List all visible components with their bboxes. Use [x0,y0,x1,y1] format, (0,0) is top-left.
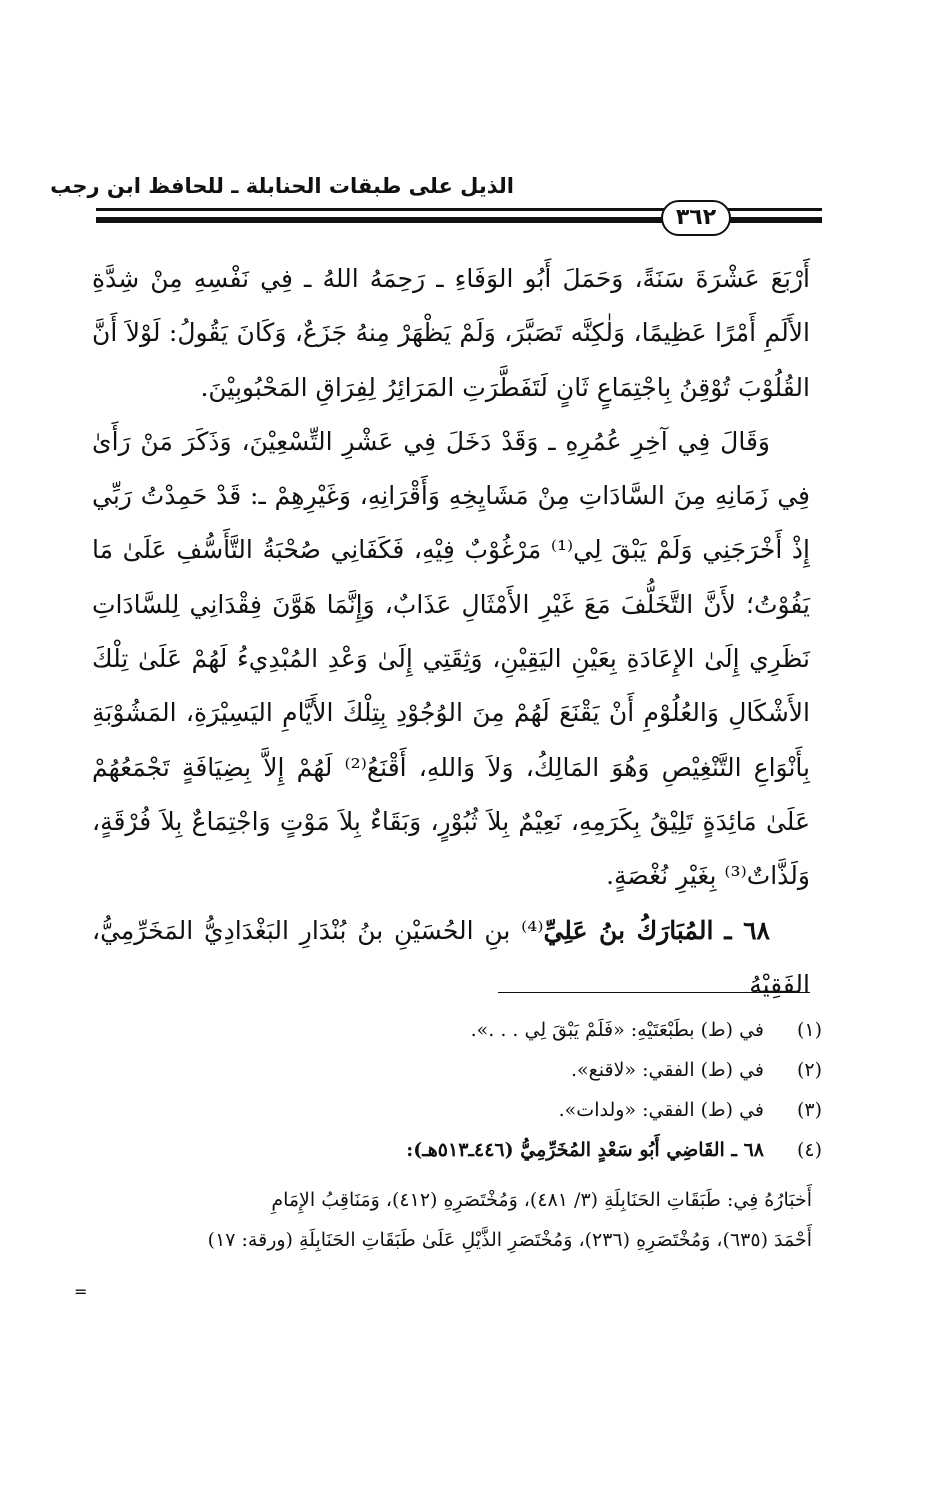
page-number: ٣٦٢ [661,200,731,236]
paragraph: أَرْبَعَ عَشْرَةَ سَنَةً، وَحَمَلَ أَبُو الوَفَاءِ ـ رَحِمَهُ اللهُ ـ فِي نَفْسِهِ مِنْ شِدَّةِ الأَلَمِ أَمْرًا عَظِيمًا، وَلٰكِنَّه تَصَبَّرَ، وَلَمْ يَظْهَرْ مِنهُ جَزَعٌ، وَكَانَ يَقُولُ: لَوْلاَ أَنَّ القُلُوْبَ تُوْقِنُ بِاجْتِمَاعٍ ثَانٍ لَتَفَطَّرَتِ المَرَائِرُ لِفِرَاقِ المَحْبُوبِيْنَ. [92,264,810,402]
footnote-marker: ⁽⁴⁾ [521,915,544,945]
continuation-mark: = [74,1282,88,1301]
running-title: الذيل على طبقات الحنابلة ـ للحافظ ابن رجب [50,174,514,198]
footnote-sources [92,1180,822,1260]
footnotes [92,1010,822,1260]
main-text [92,252,810,1012]
entry-lineage: بنِ الحُسَيْنِ بنُ بُنْدَارِ البَغْدَادِيُّ المَخَرِّمِيُّ، الفَقِيْهُ [92,915,810,999]
footnote [92,1010,822,1050]
footnote-text: في (ط) الفقي: «ولدات». [558,1099,764,1121]
entry-number: ٦٨ ـ [724,915,770,945]
footnote-sources-line: أَحْمَدَ (٦٣٥)، وَمُخْتَصَرِهِ (٢٣٦)، وَمُخْتَصَرِ الذَّيْلِ عَلَىٰ طَبَقَاتِ الحَنَابِلَةِ (ورقة: ١٧) [207,1229,812,1251]
footnote [92,1130,822,1170]
footnote-number: (٢) [796,1059,822,1081]
footnote-sources-line: أَخبَارُهُ فِي: طَبَقَاتِ الحَنَابِلَةِ (٣/ ٤٨١)، وَمُخْتَصَرِهِ (٤١٢)، وَمَنَاقِبُ الإِمَامِ [271,1189,812,1211]
footnote-number: (١) [796,1019,822,1041]
footnote-separator [498,992,810,993]
footnote-number: (٣) [796,1099,822,1121]
footnote-number: (٤) [796,1139,822,1161]
biography-entry [92,904,810,1013]
footnote [92,1050,822,1090]
footnote [92,1090,822,1130]
paragraph: وَقَالَ فِي آخِرِ عُمُرِهِ ـ وَقَدْ دَخَلَ فِي عَشْرِ التِّسْعِيْنَ، وَذَكَرَ مَنْ رَأَىٰ فِي زَمَانِهِ مِنَ السَّادَاتِ مِنْ مَشَايِخِهِ وَأَقْرَانِهِ، وَغَيْرِهِمْ ـ: قَدْ حَمِدْتُ رَبِّي إِذْ أَخْرَجَنِي وَلَمْ يَبْقَ لِي⁽¹⁾ مَرْغُوْبٌ فِيْهِ، فَكَفَانِي صُحْبَةُ التَّأَسُّفِ عَلَىٰ مَا يَفُوْتُ؛ لأَنَّ التَّخَلُّفَ مَعَ غَيْرِ الأَمْثَالِ عَذَابٌ، وَإِنَّمَا هَوَّنَ فِقْدَانِي لِلسَّادَاتِ نَظَرِي إِلَىٰ الإِعَادَةِ بِعَيْنِ اليَقِيْنِ، وَثِقَتِي إِلَىٰ وَعْدِ المُبْدِيءُ لَهُمْ عَلَىٰ تِلْكَ الأَشْكَالِ وَالعُلُوْمِ أَنْ يَقْنَعَ لَهُمْ مِنَ الوُجُوْدِ بِتِلْكَ الأَيَّامِ اليَسِيْرَةِ، المَشُوْبَةِ بِأَنْوَاعِ التَّنْغِيْصِ وَهُوَ المَالِكُ، وَلاَ وَاللهِ، أَقْنَعُ⁽²⁾ لَهُمْ إِلاَّ بِضِيَافَةٍ تَجْمَعُهُمْ عَلَىٰ مَائِدَةٍ تَلِيْقُ بِكَرَمِهِ، نَعِيْمٌ بِلاَ ثُبُوْرٍ، وَبَقَاءٌ بِلاَ مَوْتٍ وَاجْتِمَاعٌ بِلاَ فُرْقَةٍ، وَلَذَّاتٌ⁽³⁾ بِغَيْرِ نُغْصَةٍ. [92,426,810,891]
footnote-text: في (ط) بطَبْعَتَيْهِ: «فَلَمْ يَبْقَ لِي . . .». [470,1019,764,1041]
footnote-text: ٦٨ ـ القَاضِي أَبُو سَعْدٍ المُخَرِّمِيُّ (٤٤٦ـ٥١٣هـ): [406,1139,764,1161]
entry-name: المُبَارَكُ بنُ عَلِيِّ [543,915,714,945]
footnote-text: في (ط) الفقي: «لاقنع». [570,1059,764,1081]
